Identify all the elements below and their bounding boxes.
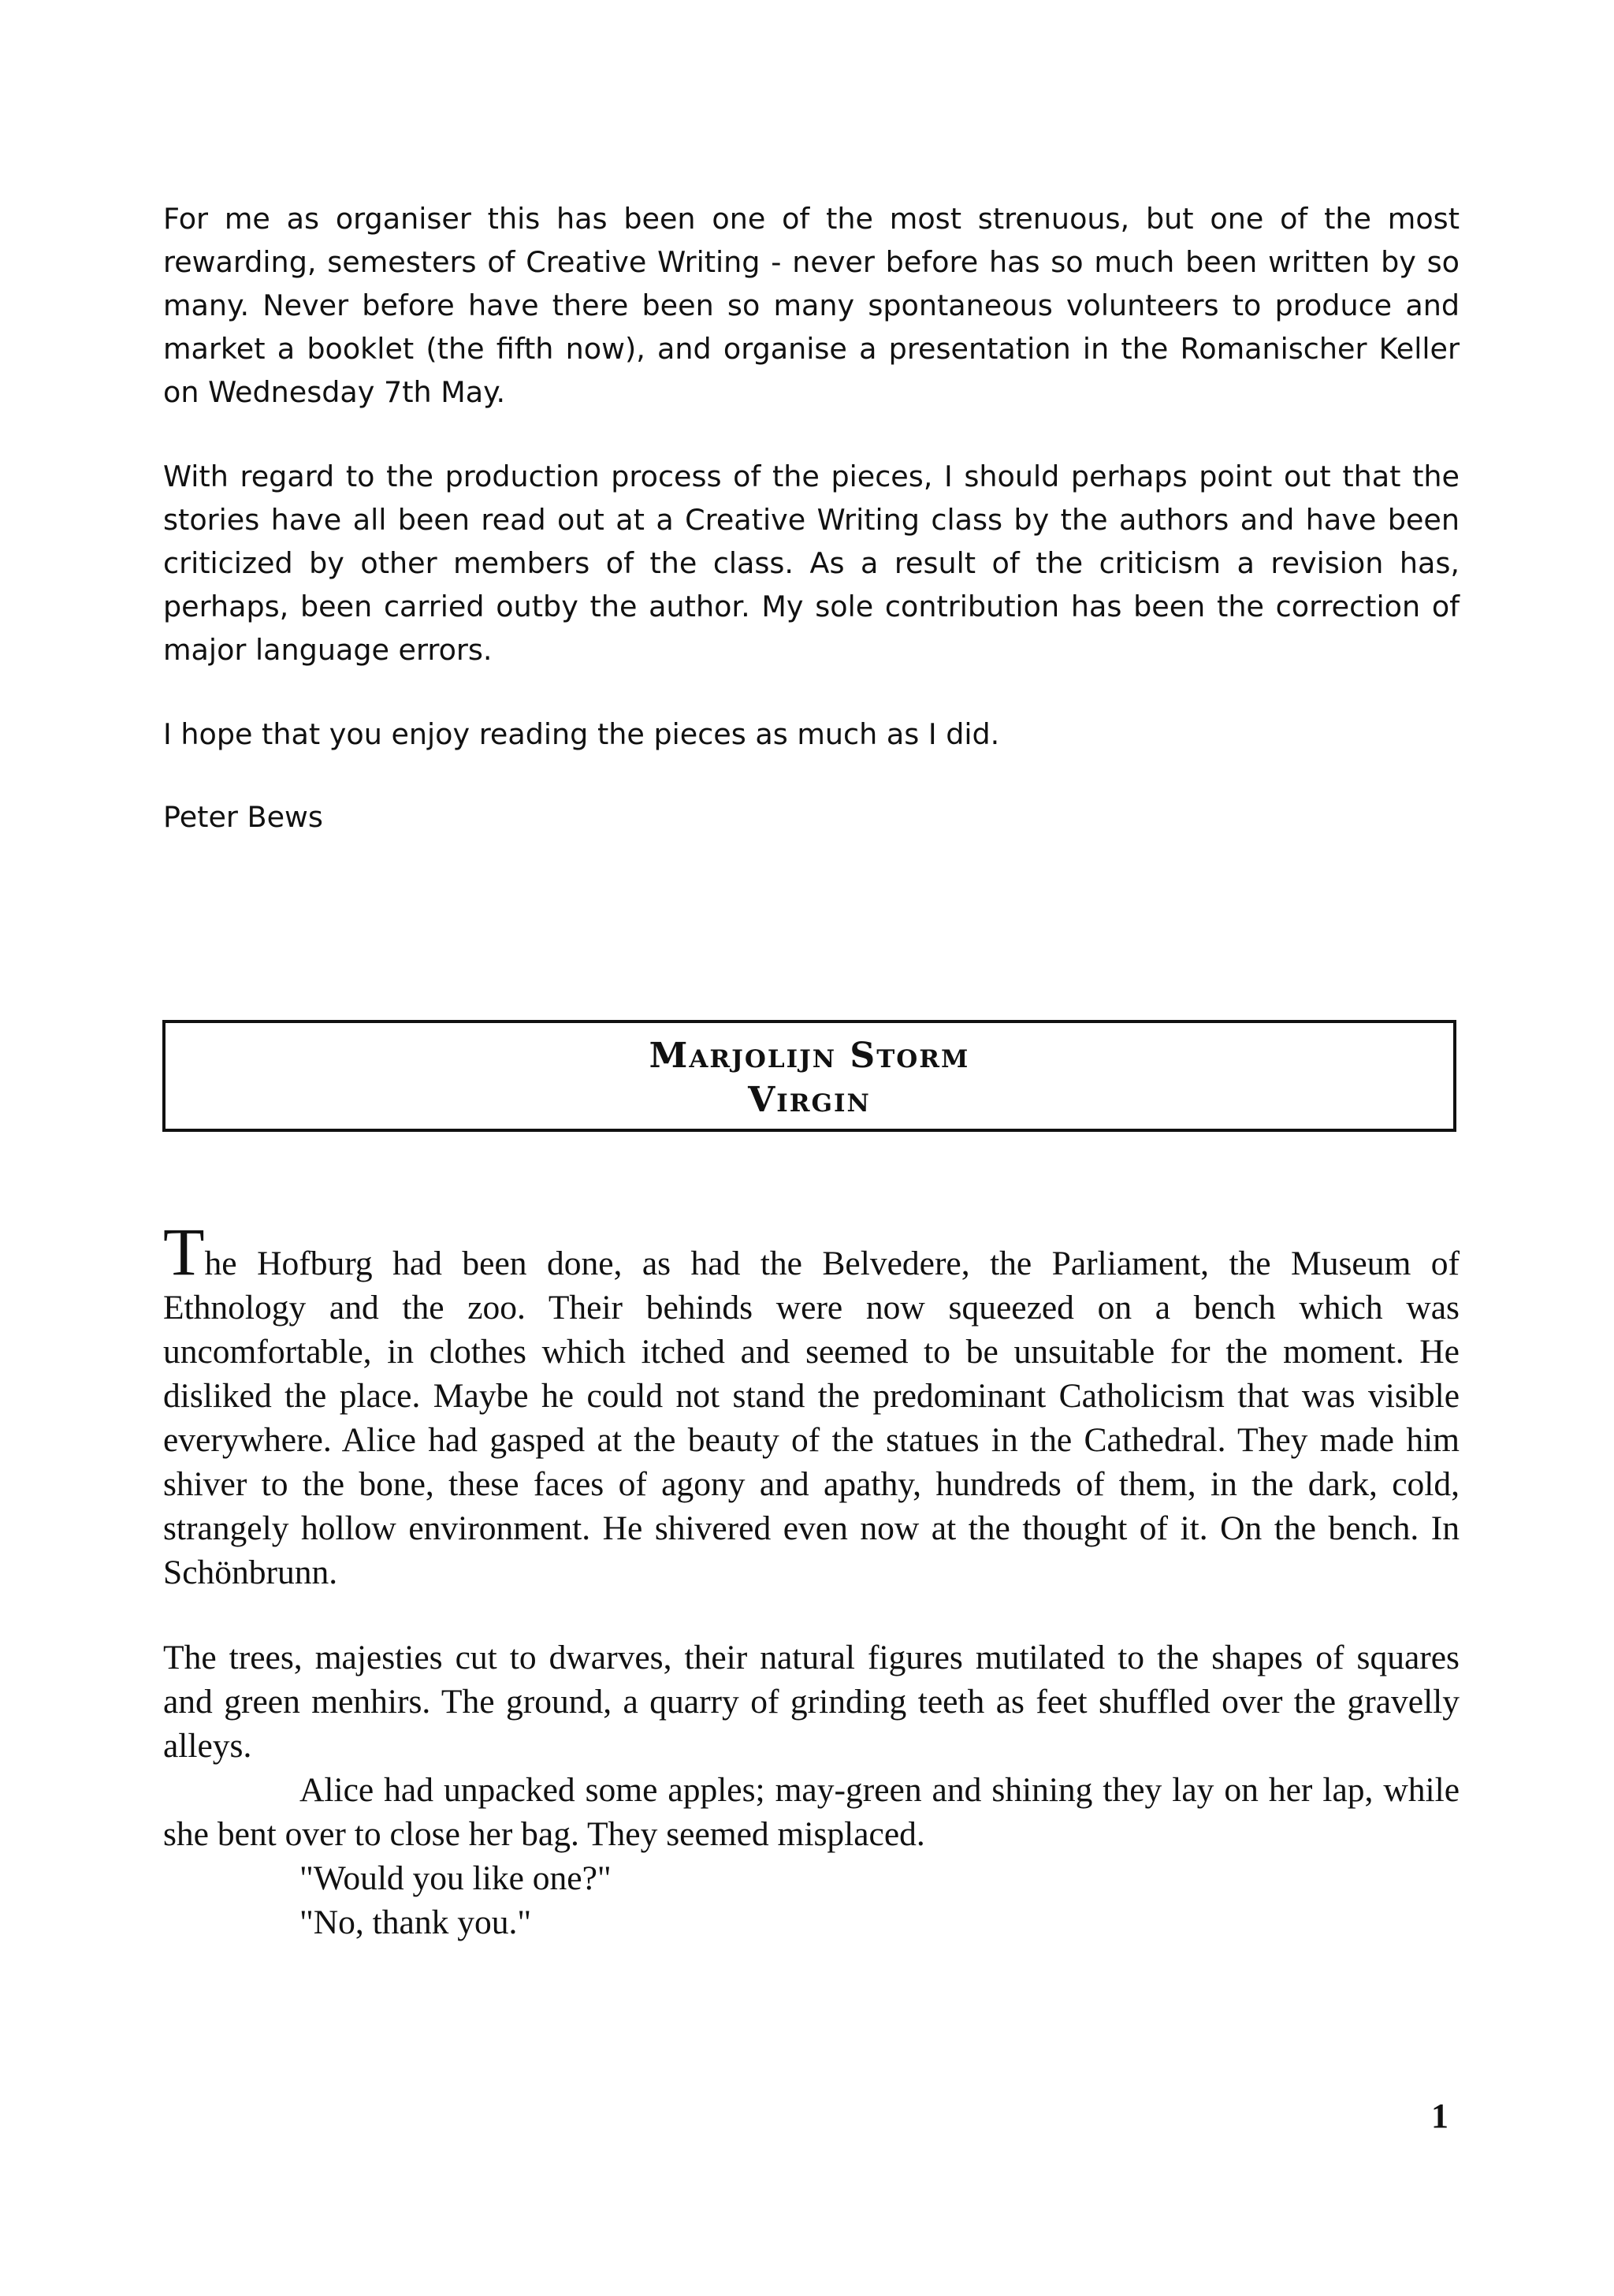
- story-paragraph-1-text: he Hofburg had been done, as had the Belvedere, the Parliament, the Museum of Ethnology and the zoo. Their behinds were now squeezed on a bench which was uncomfortable, in clothes which itched and seemed to be unsuitable for the moment. He disliked the place. Maybe he could not stand the predominant Catholicism that was visible everywhere. Alice had gasped at the beauty of the statues in the Cathedral. They made him shiver to the bone, these faces of agony and apathy, hundreds of them, in the dark, cold, strangely hollow environment. He shivered even now at the thought of it. On the bench. In Schönbrunn.: [163, 1245, 1460, 1591]
- story-paragraph-3: Alice had unpacked some apples; may-green and shining they lay on her lap, while she bent over to close her bag. They seemed misplaced.: [163, 1771, 1460, 1853]
- story-author: Marjolijn Storm: [649, 1036, 970, 1076]
- drop-cap: T: [163, 1214, 205, 1289]
- story-paragraph-1: [163, 1214, 1460, 1595]
- editor-signature: Peter Bews: [163, 800, 323, 834]
- editor-introduction: [163, 197, 1460, 880]
- story-title: Virgin: [748, 1080, 871, 1120]
- story-body: [163, 1214, 1460, 1944]
- story-dialogue-1: "Would you like one?": [299, 1859, 612, 1897]
- intro-paragraph-2: With regard to the production process of the pieces, I should perhaps point out that the stories have all been read out at a Creative Writing class by the authors and have been criticized by other members of the class. As a result of the criticism a revision has, perhaps, been carried outby the author. My sole contribution has been the correction of major language errors.: [163, 460, 1460, 667]
- story-dialogue-2: "No, thank you.": [299, 1903, 532, 1941]
- page-number: 1: [1431, 2097, 1449, 2135]
- intro-paragraph-1: For me as organiser this has been one of the most strenuous, but one of the most rewarding, semesters of Creative Writing - never before has so much been written by so many. Never before have there been so many spontaneous volunteers to produce and market a booklet (the fifth now), and organise a presentation in the Romanischer Keller on Wednesday 7th May.: [163, 202, 1460, 409]
- story-paragraph-2: The trees, majesties cut to dwarves, their natural figures mutilated to the shapes of squares and green menhirs. The ground, a quarry of grinding teeth as feet shuffled over the gravelly alleys.: [163, 1639, 1460, 1765]
- story-title-box: [162, 1020, 1456, 1132]
- intro-paragraph-3: I hope that you enjoy reading the pieces as much as I did.: [163, 717, 1000, 751]
